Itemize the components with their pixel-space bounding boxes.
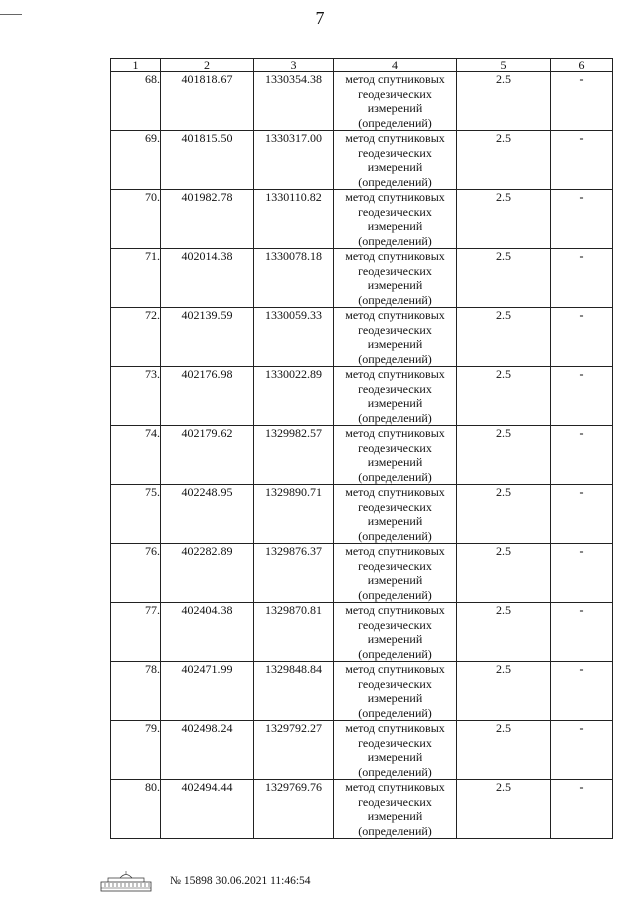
method-text-line: геодезических (358, 322, 432, 337)
method-text-line: метод спутниковых (345, 780, 445, 794)
method-text-line: метод спутниковых (345, 662, 445, 676)
method-text-line: (определений) (358, 646, 432, 661)
method-text-line: геодезических (358, 499, 432, 514)
table-row (111, 426, 613, 485)
method-text-line: (определений) (358, 174, 432, 189)
table-row (111, 72, 613, 131)
method-cell (334, 780, 457, 839)
y-coordinate-cell: 1329876.37 (254, 544, 334, 603)
point-number-cell: 74. (111, 426, 161, 485)
column-6-cell: - (551, 190, 613, 249)
method-cell (334, 131, 457, 190)
column-6-cell: - (551, 72, 613, 131)
method-text-line: метод спутниковых (345, 190, 445, 204)
y-coordinate-cell: 1330078.18 (254, 249, 334, 308)
x-coordinate-cell: 402471.99 (161, 662, 254, 721)
method-text-line: измерений (367, 278, 423, 292)
accuracy-cell: 2.5 (457, 603, 551, 662)
method-text-line: метод спутниковых (345, 603, 445, 617)
accuracy-cell: 2.5 (457, 131, 551, 190)
table-row (111, 249, 613, 308)
method-text-line: измерений (367, 101, 423, 115)
column-6-cell: - (551, 780, 613, 839)
method-cell (334, 308, 457, 367)
method-text-line: (определений) (358, 764, 432, 779)
column-header-3: 3 (254, 59, 334, 72)
x-coordinate-cell: 402248.95 (161, 485, 254, 544)
y-coordinate-cell: 1330059.33 (254, 308, 334, 367)
method-text-line: метод спутниковых (345, 544, 445, 558)
method-text-line: геодезических (358, 735, 432, 750)
method-text-line: метод спутниковых (345, 249, 445, 263)
x-coordinate-cell: 401815.50 (161, 131, 254, 190)
method-text-line: измерений (367, 160, 423, 174)
method-text-line: геодезических (358, 617, 432, 632)
column-6-cell: - (551, 249, 613, 308)
method-text-line: геодезических (358, 558, 432, 573)
method-text-line: геодезических (358, 381, 432, 396)
document-footer (100, 868, 311, 892)
point-number-cell: 68. (111, 72, 161, 131)
method-text-line: измерений (367, 337, 423, 351)
accuracy-cell: 2.5 (457, 780, 551, 839)
point-number-cell: 79. (111, 721, 161, 780)
method-text-line: (определений) (358, 410, 432, 425)
accuracy-cell: 2.5 (457, 662, 551, 721)
x-coordinate-cell: 402498.24 (161, 721, 254, 780)
y-coordinate-cell: 1329792.27 (254, 721, 334, 780)
y-coordinate-cell: 1330022.89 (254, 367, 334, 426)
government-building-seal-icon (100, 870, 152, 892)
accuracy-cell: 2.5 (457, 308, 551, 367)
table-row (111, 662, 613, 721)
column-header-2: 2 (161, 59, 254, 72)
method-text-line: измерений (367, 396, 423, 410)
method-cell (334, 249, 457, 308)
accuracy-cell: 2.5 (457, 426, 551, 485)
column-6-cell: - (551, 308, 613, 367)
accuracy-cell: 2.5 (457, 544, 551, 603)
method-text-line: (определений) (358, 528, 432, 543)
method-text-line: (определений) (358, 705, 432, 720)
method-text-line: (определений) (358, 115, 432, 130)
method-text-line: геодезических (358, 204, 432, 219)
method-text-line: геодезических (358, 794, 432, 809)
method-text-line: измерений (367, 455, 423, 469)
point-number-cell: 77. (111, 603, 161, 662)
method-text-line: (определений) (358, 469, 432, 484)
x-coordinate-cell: 402494.44 (161, 780, 254, 839)
method-text-line: измерений (367, 573, 423, 587)
method-cell (334, 367, 457, 426)
method-text-line: метод спутниковых (345, 426, 445, 440)
accuracy-cell: 2.5 (457, 721, 551, 780)
method-text-line: метод спутниковых (345, 367, 445, 381)
method-cell (334, 662, 457, 721)
x-coordinate-cell: 402014.38 (161, 249, 254, 308)
y-coordinate-cell: 1329848.84 (254, 662, 334, 721)
method-cell (334, 485, 457, 544)
method-text-line: (определений) (358, 823, 432, 838)
point-number-cell: 80. (111, 780, 161, 839)
method-cell (334, 190, 457, 249)
method-text-line: (определений) (358, 292, 432, 307)
column-header-6: 6 (551, 59, 613, 72)
column-header-4: 4 (334, 59, 457, 72)
point-number-cell: 72. (111, 308, 161, 367)
accuracy-cell: 2.5 (457, 72, 551, 131)
method-cell (334, 603, 457, 662)
method-text-line: метод спутниковых (345, 131, 445, 145)
point-number-cell: 78. (111, 662, 161, 721)
table-row (111, 780, 613, 839)
column-header-5: 5 (457, 59, 551, 72)
accuracy-cell: 2.5 (457, 249, 551, 308)
method-text-line: метод спутниковых (345, 72, 445, 86)
y-coordinate-cell: 1329982.57 (254, 426, 334, 485)
method-text-line: измерений (367, 514, 423, 528)
column-6-cell: - (551, 662, 613, 721)
accuracy-cell: 2.5 (457, 485, 551, 544)
table-row (111, 485, 613, 544)
table-row (111, 131, 613, 190)
accuracy-cell: 2.5 (457, 367, 551, 426)
accuracy-cell: 2.5 (457, 190, 551, 249)
method-text-line: метод спутниковых (345, 721, 445, 735)
point-number-cell: 76. (111, 544, 161, 603)
y-coordinate-cell: 1330317.00 (254, 131, 334, 190)
x-coordinate-cell: 401818.67 (161, 72, 254, 131)
column-6-cell: - (551, 485, 613, 544)
method-text-line: измерений (367, 219, 423, 233)
x-coordinate-cell: 401982.78 (161, 190, 254, 249)
table-header (111, 59, 613, 72)
method-text-line: (определений) (358, 233, 432, 248)
method-cell (334, 426, 457, 485)
method-cell (334, 72, 457, 131)
y-coordinate-cell: 1329870.81 (254, 603, 334, 662)
table-row (111, 190, 613, 249)
method-text-line: геодезических (358, 263, 432, 278)
method-text-line: измерений (367, 809, 423, 823)
method-text-line: измерений (367, 691, 423, 705)
method-text-line: (определений) (358, 587, 432, 602)
column-header-1: 1 (111, 59, 161, 72)
method-cell (334, 721, 457, 780)
table-row (111, 603, 613, 662)
method-text-line: геодезических (358, 86, 432, 101)
y-coordinate-cell: 1329769.76 (254, 780, 334, 839)
method-text-line: геодезических (358, 676, 432, 691)
method-text-line: метод спутниковых (345, 308, 445, 322)
point-number-cell: 75. (111, 485, 161, 544)
method-text-line: геодезических (358, 440, 432, 455)
y-coordinate-cell: 1330110.82 (254, 190, 334, 249)
table-row (111, 544, 613, 603)
header-row (111, 59, 613, 72)
point-number-cell: 71. (111, 249, 161, 308)
method-text-line: измерений (367, 750, 423, 764)
column-6-cell: - (551, 367, 613, 426)
x-coordinate-cell: 402282.89 (161, 544, 254, 603)
method-cell (334, 544, 457, 603)
column-6-cell: - (551, 603, 613, 662)
x-coordinate-cell: 402139.59 (161, 308, 254, 367)
method-text-line: геодезических (358, 145, 432, 160)
y-coordinate-cell: 1330354.38 (254, 72, 334, 131)
point-number-cell: 73. (111, 367, 161, 426)
y-coordinate-cell: 1329890.71 (254, 485, 334, 544)
point-number-cell: 69. (111, 131, 161, 190)
table-row (111, 367, 613, 426)
x-coordinate-cell: 402176.98 (161, 367, 254, 426)
page-number: 7 (315, 8, 325, 28)
column-6-cell: - (551, 426, 613, 485)
registration-stamp: № 15898 30.06.2021 11:46:54 (170, 875, 311, 887)
column-6-cell: - (551, 131, 613, 190)
table-row (111, 308, 613, 367)
table-body (111, 72, 613, 839)
x-coordinate-cell: 402179.62 (161, 426, 254, 485)
method-text-line: измерений (367, 632, 423, 646)
column-6-cell: - (551, 544, 613, 603)
method-text-line: (определений) (358, 351, 432, 366)
method-text-line: метод спутниковых (345, 485, 445, 499)
x-coordinate-cell: 402404.38 (161, 603, 254, 662)
column-6-cell: - (551, 721, 613, 780)
point-number-cell: 70. (111, 190, 161, 249)
table-row (111, 721, 613, 780)
coordinates-table (110, 58, 613, 839)
